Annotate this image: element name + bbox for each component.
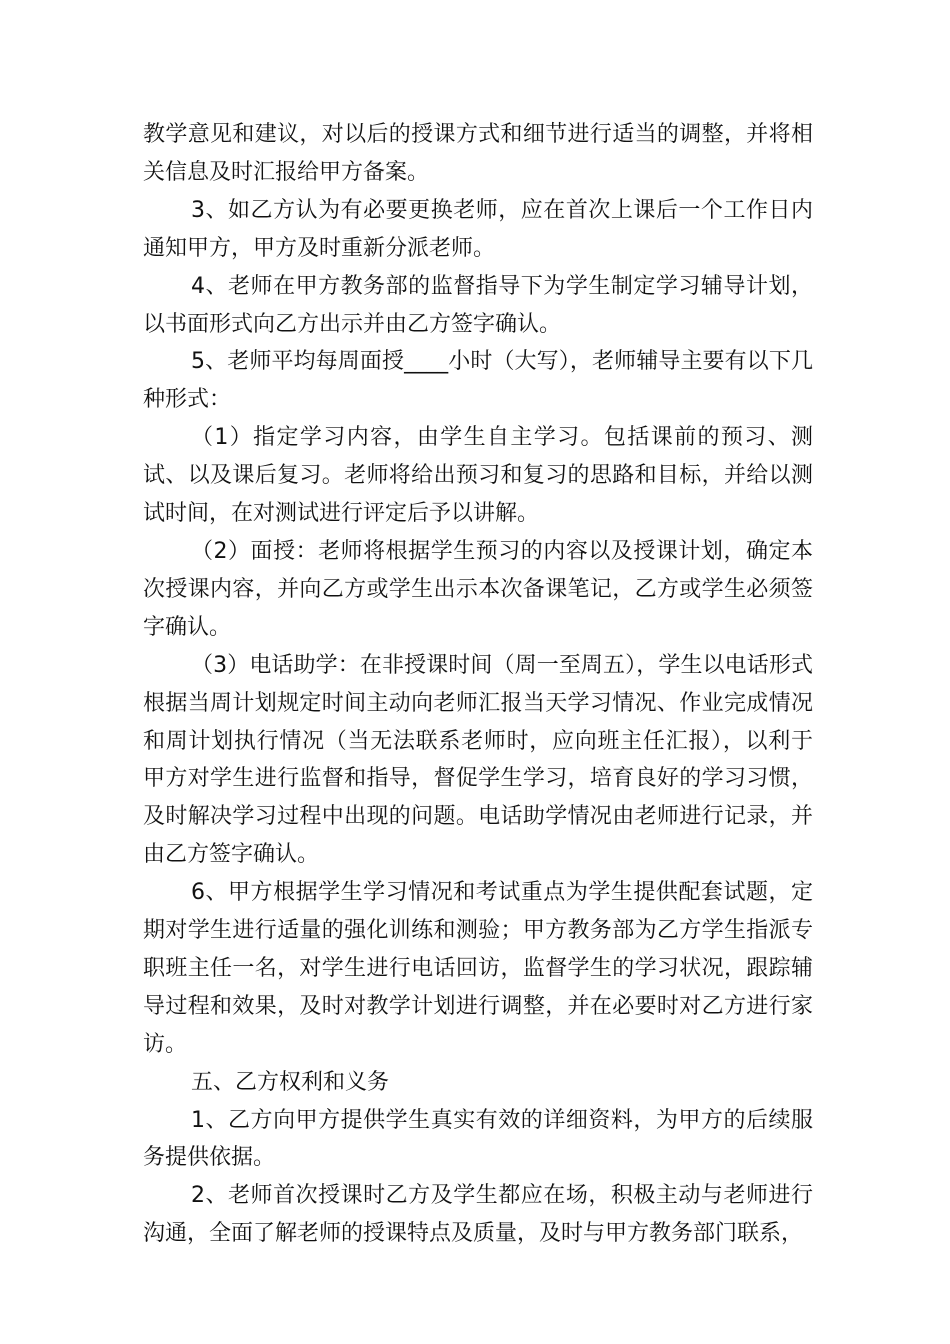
body-text xyxy=(143,116,813,1253)
paragraph-section5-item-1: 1、乙方向甲方提供学生真实有效的详细资料，为甲方的后续服务提供依据。 xyxy=(143,1107,813,1171)
paragraph-section5-item-2: 2、老师首次授课时乙方及学生都应在场，积极主动与老师进行沟通，全面了解老师的授课特点及质量，及时与甲方教务部门联系， xyxy=(143,1183,813,1247)
paragraph-sub-2: （2）面授：老师将根据学生预习的内容以及授课计划，确定本次授课内容，并向乙方或学生出示本次备课笔记，乙方或学生必须签字确认。 xyxy=(143,538,813,640)
paragraph-item-5: 5、老师平均每周面授____小时（大写），老师辅导主要有以下几种形式： xyxy=(143,349,813,413)
paragraph-sub-1: （1）指定学习内容，由学生自主学习。包括课前的预习、测试、以及课后复习。老师将给出预习和复习的思路和目标，并给以测试时间，在对测试进行评定后予以讲解。 xyxy=(143,425,813,527)
section-heading: 五、乙方权利和义务 xyxy=(191,1069,390,1095)
paragraph-continuation: 教学意见和建议，对以后的授课方式和细节进行适当的调整，并将相关信息及时汇报给甲方备案。 xyxy=(143,122,813,185)
paragraph-item-3: 3、如乙方认为有必要更换老师，应在首次上课后一个工作日内通知甲方，甲方及时重新分派老师。 xyxy=(143,197,813,261)
paragraph-item-4: 4、老师在甲方教务部的监督指导下为学生制定学习辅导计划，以书面形式向乙方出示并由乙方签字确认。 xyxy=(143,273,813,337)
paragraph-item-6: 6、甲方根据学生学习情况和考试重点为学生提供配套试题，定期对学生进行适量的强化训练和测验；甲方教务部为乙方学生指派专职班主任一名，对学生进行电话回访，监督学生的学习状况，跟踪辅导过程和效果，及时对教学计划进行调整，并在必要时对乙方进行家访。 xyxy=(143,880,813,1057)
paragraph-sub-3: （3）电话助学：在非授课时间（周一至周五），学生以电话形式根据当周计划规定时间主动向老师汇报当天学习情况、作业完成情况和周计划执行情况（当无法联系老师时，应向班主任汇报），以利于甲方对学生进行监督和指导，督促学生学习，培育良好的学习习惯，及时解决学习过程中出现的问题。电话助学情况由老师进行记录，并由乙方签字确认。 xyxy=(143,652,813,868)
